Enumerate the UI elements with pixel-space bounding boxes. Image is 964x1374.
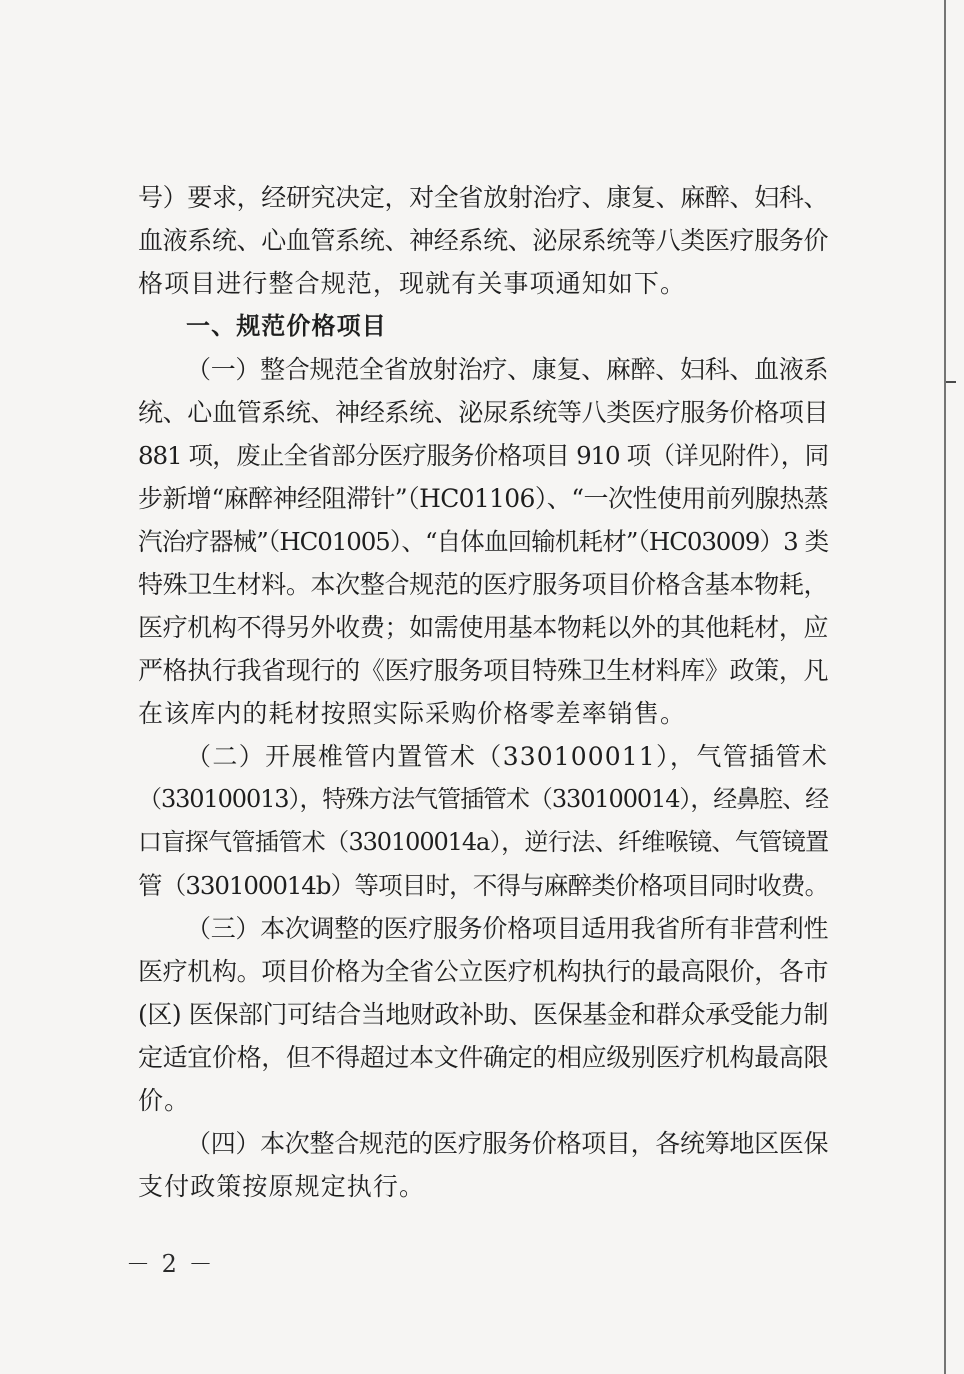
paragraph-start: （四）本次整合规范的医疗服务价格项目，各统筹地区医保	[186, 1129, 829, 1158]
page-edge-line	[944, 0, 946, 1374]
text-line: 定适宜价格，但不得超过本文件确定的相应级别医疗机构最高限	[138, 1043, 828, 1072]
section-heading: 一、规范价格项目	[186, 312, 387, 340]
text-line: 统、心血管系统、神经系统、泌尿系统等八类医疗服务价格项目	[138, 398, 828, 427]
body-text	[138, 176, 828, 1208]
text-line: 口盲探气管插管术（330100014a），逆行法、纤维喉镜、气管镜置	[138, 828, 828, 856]
text-line: 汽治疗器械”（HC01005）、“自体血回输机耗材”（HC03009）3 类	[138, 527, 828, 556]
paragraph-start: （一）整合规范全省放射治疗、康复、麻醉、妇科、血液系	[186, 355, 829, 384]
text-line: （330100013），特殊方法气管插管术（330100014），经鼻腔、经	[138, 785, 828, 813]
text-line: 881 项，废止全省部分医疗服务价格项目 910 项（详见附件），同	[138, 441, 828, 470]
text-line: 医疗机构不得另外收费；如需使用基本物耗以外的其他耗材，应	[138, 613, 828, 642]
page-edge-tick	[946, 381, 956, 383]
text-line: 格项目进行整合规范，现就有关事项通知如下。	[138, 269, 687, 298]
text-line: 特殊卫生材料。本次整合规范的医疗服务项目价格含基本物耗，	[138, 570, 828, 599]
paragraph-start: （二）开展椎管内置管术（330100011），气管插管术	[186, 742, 828, 771]
text-line: 严格执行我省现行的《医疗服务项目特殊卫生材料库》政策，凡	[138, 656, 828, 685]
text-line: (区) 医保部门可结合当地财政补助、医保基金和群众承受能力制	[138, 1000, 828, 1029]
text-line: 号）要求，经研究决定，对全省放射治疗、康复、麻醉、妇科、	[138, 183, 828, 212]
text-line: 在该库内的耗材按照实际采购价格零差率销售。	[138, 699, 687, 728]
text-line: 血液系统、心血管系统、神经系统、泌尿系统等八类医疗服务价	[138, 226, 828, 255]
paragraph-start: （三）本次调整的医疗服务价格项目适用我省所有非营利性	[186, 914, 829, 943]
text-line: 医疗机构。项目价格为全省公立医疗机构执行的最高限价，各市	[138, 957, 828, 986]
text-line: 支付政策按原规定执行。	[138, 1172, 426, 1201]
text-line: 价。	[138, 1086, 191, 1115]
text-line: 步新增“麻醉神经阻滞针”（HC01106）、“一次性使用前列腺热蒸	[138, 484, 828, 513]
text-line: 管（330100014b）等项目时，不得与麻醉类价格项目同时收费。	[138, 871, 828, 900]
page-number: － 2 －	[126, 1250, 215, 1278]
